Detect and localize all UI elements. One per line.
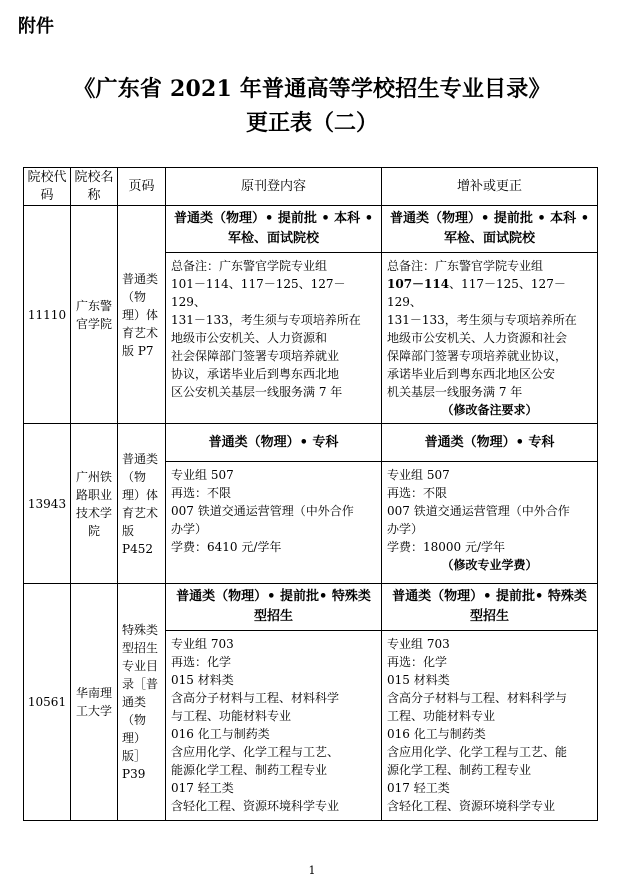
content-line: 办学） <box>171 522 208 536</box>
content-line: 101－114、117－125、127－129、 <box>171 277 346 309</box>
content-line: 总备注：广东警官学院专业组 <box>387 259 544 273</box>
original-subheading: 普通类（物理）• 提前批• 特殊类型招生 <box>166 584 382 631</box>
content-line: 含高分子材料与工程、材料科学 <box>171 691 340 705</box>
content-line: 131－133，考生须与专项培养所在 <box>387 313 577 327</box>
header-original: 原刊登内容 <box>166 168 382 206</box>
page-ref: 特殊类型招生专业目录［普通类（物理）版］P39 <box>118 584 166 821</box>
content-line: 协议，承诺毕业后到粤东西北地 <box>171 367 340 381</box>
content-line: 保障部门签署专项培养就业协议， <box>387 349 568 363</box>
page-ref: 普通类（物理）体育艺术版 P452 <box>118 424 166 584</box>
correction-note: （修改备注要求） <box>441 403 538 417</box>
content-line: 含高分子材料与工程、材料科学与 <box>387 691 568 705</box>
content-line: 016 化工与制药类 <box>171 727 270 741</box>
table-row <box>24 424 598 462</box>
content-line: 地级市公安机关、人力资源和社会 <box>387 331 568 345</box>
content-line: 社会保障部门签署专项培养就业 <box>171 349 340 363</box>
correction-content <box>382 253 598 424</box>
correction-subheading: 普通类（物理）• 提前批 • 本科 • 军检、面试院校 <box>382 206 598 253</box>
content-line: 含轻化工程、资源环境科学专业 <box>171 799 340 813</box>
content-line: 007 铁道交通运营管理（中外合作 <box>387 504 570 518</box>
correction-subheading: 普通类（物理）• 提前批• 特殊类型招生 <box>382 584 598 631</box>
content-line: 107－114、117－125、127－129、 <box>387 277 566 309</box>
content-line: 017 轻工类 <box>171 781 234 795</box>
page-ref: 普通类（物理）体育艺术版 P7 <box>118 206 166 424</box>
content-line: 再选：不限 <box>171 486 232 500</box>
content-line: 含应用化学、化学工程与工艺、能 <box>387 745 568 759</box>
content-line: 工程、功能材料专业 <box>387 709 496 723</box>
header-name: 院校名称 <box>71 168 118 206</box>
content-line: 办学） <box>387 522 424 536</box>
content-line: 015 材料类 <box>171 673 234 687</box>
table-header-row <box>24 168 598 206</box>
content-line: 机关基层一线服务满 7 年 <box>387 385 523 399</box>
table-row <box>24 206 598 253</box>
content-line: 学费：6410 元/学年 <box>171 540 282 554</box>
original-subheading: 普通类（物理）• 专科 <box>166 424 382 462</box>
header-code: 院校代码 <box>24 168 71 206</box>
original-content <box>166 462 382 584</box>
header-page: 页码 <box>118 168 166 206</box>
document-title: 《广东省 2021 年普通高等学校招生专业目录》 <box>73 76 551 102</box>
corrected-range: 107－114 <box>387 277 450 291</box>
content-line: 源化学工程、制药工程专业 <box>387 763 532 777</box>
content-line: 专业组 703 <box>387 637 450 651</box>
content-line: 专业组 507 <box>387 468 450 482</box>
correction-content <box>382 631 598 821</box>
content-line: 承诺毕业后到粤东西北地区公安 <box>387 367 556 381</box>
content-line: 再选：化学 <box>387 655 448 669</box>
correction-content <box>382 462 598 584</box>
content-line: 007 铁道交通运营管理（中外合作 <box>171 504 354 518</box>
content-line: 地级市公安机关、人力资源和 <box>171 331 328 345</box>
original-content <box>166 253 382 424</box>
content-line: 总备注：广东警官学院专业组 <box>171 259 328 273</box>
content-line: 再选：化学 <box>171 655 232 669</box>
correction-table <box>23 167 598 821</box>
header-correction: 增补或更正 <box>382 168 598 206</box>
content-line: 与工程、功能材料专业 <box>171 709 292 723</box>
content-line: 再选：不限 <box>387 486 448 500</box>
original-content <box>166 631 382 821</box>
correction-subheading: 普通类（物理）• 专科 <box>382 424 598 462</box>
table-row <box>24 584 598 631</box>
content-line: 017 轻工类 <box>387 781 450 795</box>
original-subheading: 普通类（物理）• 提前批 • 本科 • 军检、面试院校 <box>166 206 382 253</box>
college-name: 华南理工大学 <box>71 584 118 821</box>
content-line: 区公安机关基层一线服务满 7 年 <box>171 385 343 399</box>
document-subtitle: 更正表（二） <box>245 110 378 136</box>
content-line: 016 化工与制药类 <box>387 727 486 741</box>
college-name: 广州铁路职业技术学院 <box>71 424 118 584</box>
content-line: 015 材料类 <box>387 673 450 687</box>
correction-note: （修改专业学费） <box>441 558 538 572</box>
content-line: 含应用化学、化学工程与工艺、 <box>171 745 340 759</box>
content-line: 含轻化工程、资源环境科学专业 <box>387 799 556 813</box>
college-code: 11110 <box>24 206 71 424</box>
content-line: 131－133，考生须与专项培养所在 <box>171 313 361 327</box>
college-code: 10561 <box>24 584 71 821</box>
content-line: 学费：18000 元/学年 <box>387 540 506 554</box>
attachment-label: 附件 <box>18 16 54 37</box>
college-name: 广东警官学院 <box>71 206 118 424</box>
page-number: 1 <box>308 864 316 877</box>
content-line: 专业组 703 <box>171 637 234 651</box>
content-line: 能源化学工程、制药工程专业 <box>171 763 328 777</box>
college-code: 13943 <box>24 424 71 584</box>
content-line: 专业组 507 <box>171 468 234 482</box>
